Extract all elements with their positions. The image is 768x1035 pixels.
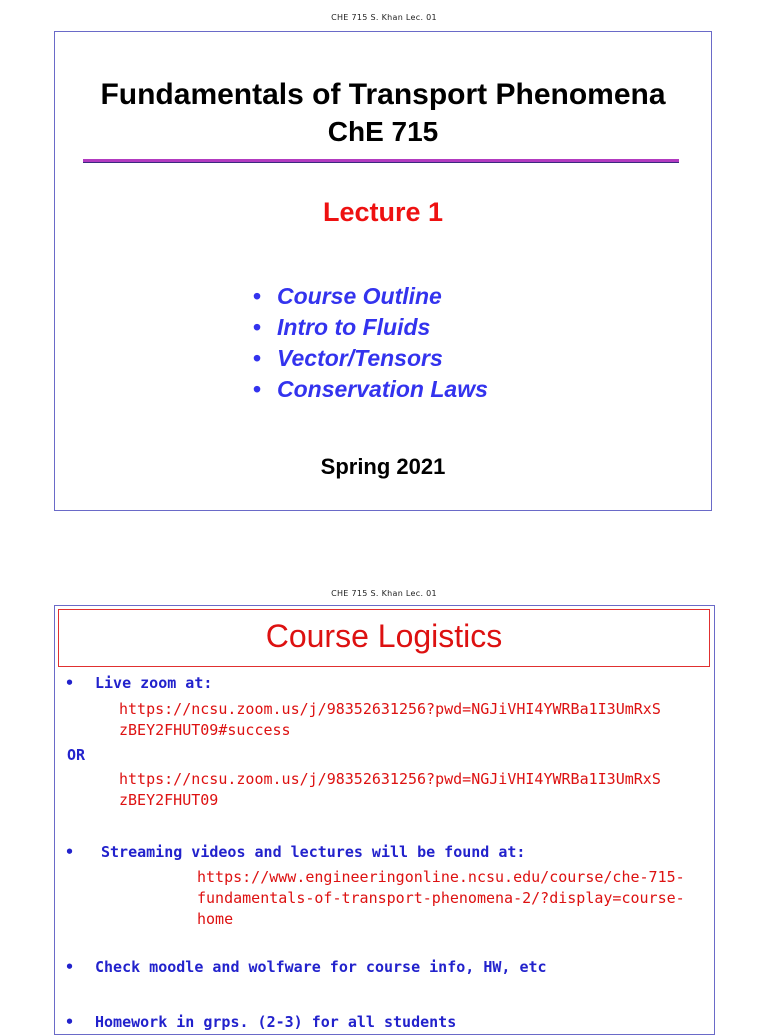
slide-2 [54, 605, 715, 1035]
bullet-icon: • [65, 958, 75, 976]
bullet-icon: • [65, 843, 75, 861]
bullet-icon: • [253, 314, 262, 340]
topic-list [253, 281, 488, 405]
streaming-link-cont[interactable]: fundamentals-of-transport-phenomena-2/?display=course- [197, 889, 685, 907]
zoom-link-2[interactable]: https://ncsu.zoom.us/j/98352631256?pwd=NGJiVHI4YWRBa1I3UmRxS [119, 770, 661, 788]
term-label: Spring 2021 [320, 454, 446, 479]
bullet-icon: • [65, 1013, 75, 1031]
moodle-label: Check moodle and wolfware for course info, HW, etc [95, 958, 547, 976]
slide-title: Course Logistics [265, 618, 503, 654]
list-item: • Conservation Laws [253, 374, 488, 405]
bullet-icon: • [253, 345, 262, 371]
zoom-link-1[interactable]: https://ncsu.zoom.us/j/98352631256?pwd=NGJiVHI4YWRBa1I3UmRxS [119, 700, 661, 718]
list-item: • Intro to Fluids [253, 312, 488, 343]
zoom-link-2-cont[interactable]: zBEY2FHUT09 [119, 791, 219, 809]
homework-label: Homework in grps. (2-3) for all students [95, 1013, 457, 1031]
list-item: • Course Outline [253, 281, 488, 312]
slide-1 [54, 31, 712, 511]
list-item: • Vector/Tensors [253, 343, 488, 374]
live-zoom-label: Live zoom at: [95, 674, 213, 692]
page-header: CHE 715 S. Khan Lec. 01 [331, 13, 437, 22]
slide-title: Fundamentals of Transport Phenomena [100, 78, 666, 111]
bullet-icon: • [65, 674, 75, 692]
title-box [58, 609, 710, 667]
streaming-link-end[interactable]: home [197, 910, 234, 928]
or-label: OR [67, 746, 86, 764]
title-divider [83, 159, 679, 163]
streaming-label: Streaming videos and lectures will be found at: [101, 843, 526, 861]
course-code: ChE 715 [327, 116, 439, 147]
bullet-icon: • [253, 376, 262, 402]
page-header: CHE 715 S. Khan Lec. 01 [331, 589, 437, 598]
streaming-link[interactable]: https://www.engineeringonline.ncsu.edu/course/che-715- [197, 868, 685, 886]
lecture-number: Lecture 1 [322, 197, 444, 227]
zoom-link-1-cont[interactable]: zBEY2FHUT09#success [119, 721, 291, 739]
bullet-icon: • [253, 283, 262, 309]
